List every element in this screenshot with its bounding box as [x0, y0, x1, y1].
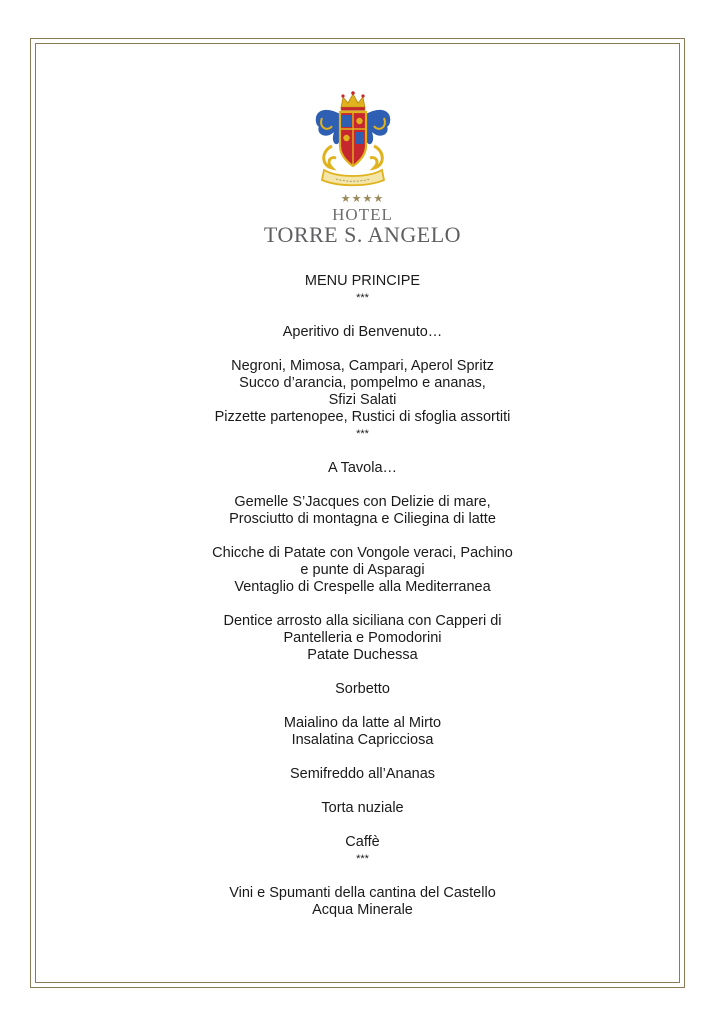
menu-line: Vini e Spumanti della cantina del Castello — [229, 885, 496, 901]
menu-line: Prosciutto di montagna e Ciliegina di latte — [229, 511, 496, 527]
menu-line: Gemelle S’Jacques con Delizie di mare, — [234, 494, 491, 510]
menu-line: Pantelleria e Pomodorini — [283, 630, 442, 646]
menu-line: Negroni, Mimosa, Campari, Aperol Spritz — [231, 358, 494, 374]
separator: *** — [356, 428, 369, 440]
menu-line: Semifreddo all’Ananas — [289, 766, 436, 782]
tavola-heading: A Tavola… — [327, 460, 398, 476]
menu-line: Sfizi Salati — [328, 392, 397, 408]
hotel-name: TORRE S. ANGELO — [263, 222, 462, 247]
menu-line: Torta nuziale — [321, 800, 404, 816]
menu-line: Sorbetto — [335, 681, 390, 697]
separator: *** — [356, 853, 369, 865]
separator: *** — [356, 292, 369, 304]
menu-line: Acqua Minerale — [312, 902, 413, 918]
menu-line: Ventaglio di Crespelle alla Mediterranea — [234, 579, 491, 595]
menu-line: e punte di Asparagi — [300, 562, 425, 578]
menu-line: Dentice arrosto alla siciliana con Capperi di — [223, 613, 502, 629]
menu-line: Insalatina Capricciosa — [291, 732, 434, 748]
hotel-star-rating: ★★★★ — [340, 193, 385, 205]
aperitivo-heading: Aperitivo di Benvenuto… — [282, 324, 443, 340]
hotel-crest-logo — [312, 88, 394, 200]
menu-body — [0, 273, 725, 919]
menu-line: Patate Duchessa — [307, 647, 418, 663]
hotel-label: HOTEL — [332, 205, 393, 224]
menu-line: Pizzette partenopee, Rustici di sfoglia assortiti — [214, 409, 511, 425]
menu-line: Caffè — [345, 834, 380, 850]
menu-title: MENU PRINCIPE — [304, 273, 421, 289]
menu-line: Maialino da latte al Mirto — [283, 715, 442, 731]
menu-line: Succo d’arancia, pompelmo e ananas, — [239, 375, 486, 391]
menu-line: Chicche di Patate con Vongole veraci, Pachino — [212, 545, 513, 561]
